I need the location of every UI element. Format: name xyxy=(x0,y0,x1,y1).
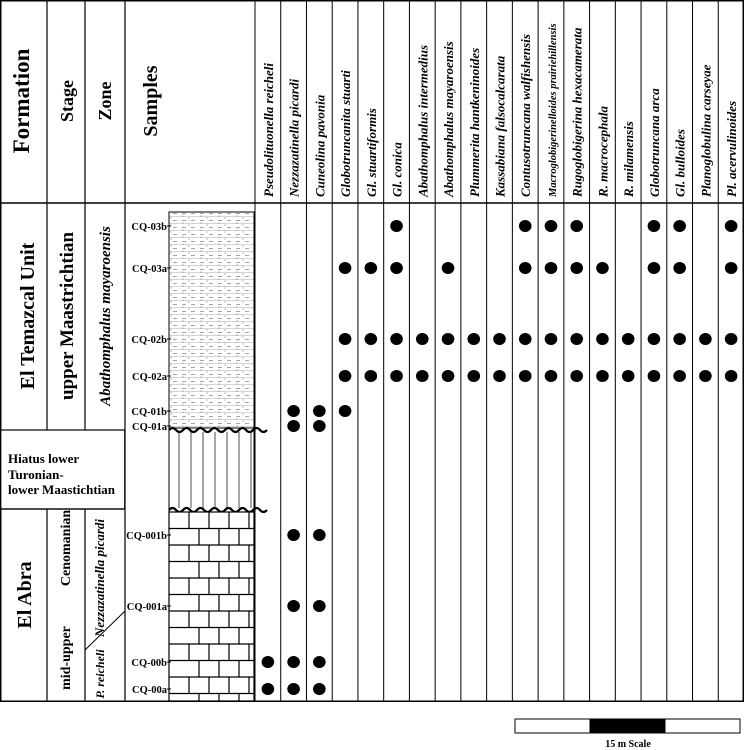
occurrence-dot xyxy=(622,370,635,382)
sample-label: CQ-03b xyxy=(131,222,167,233)
sample-label: CQ-001b xyxy=(126,531,167,542)
abra-stage-lower-label: mid-upper xyxy=(59,626,74,690)
occurrence-dot xyxy=(596,370,609,382)
occurrence-dot xyxy=(648,333,661,345)
occurrence-dot xyxy=(725,262,738,274)
sample-label: CQ-001a xyxy=(126,602,167,613)
occurrence-dot xyxy=(648,262,661,274)
occurrence-dot xyxy=(313,529,326,541)
occurrence-dot xyxy=(390,370,403,382)
species-label: Plummerita hantkeninoides xyxy=(466,47,482,197)
occurrence-dot xyxy=(673,220,686,232)
scale-segment-1 xyxy=(515,719,590,733)
occurrence-dot xyxy=(725,370,738,382)
occurrence-dot xyxy=(519,220,532,232)
species-label: Cuneolina pavonia xyxy=(312,94,328,197)
hiatus-line-1: Hiatus lower xyxy=(8,451,80,466)
occurrence-dot xyxy=(648,370,661,382)
occurrence-dot xyxy=(519,262,532,274)
species-label: Rugoglobigerina hexacamerata xyxy=(569,27,585,197)
samples-header: Samples xyxy=(140,65,162,137)
occurrence-dots xyxy=(262,220,738,695)
species-label: Nezzazatinella picardi xyxy=(286,78,302,197)
occurrence-dot xyxy=(262,656,275,668)
occurrence-dot xyxy=(570,220,583,232)
occurrence-dot xyxy=(390,220,403,232)
scale-label: 15 m Scale xyxy=(605,739,651,750)
occurrence-dot xyxy=(442,370,455,382)
occurrence-dot xyxy=(699,370,712,382)
occurrence-dot xyxy=(365,333,378,345)
sample-label: CQ-03a xyxy=(132,264,167,275)
occurrence-dot xyxy=(365,262,378,274)
abra-zone-upper-label: Nezzazatinella picardi xyxy=(92,518,107,638)
scale-segment-2 xyxy=(590,719,665,733)
occurrence-dot xyxy=(339,333,352,345)
occurrence-dot xyxy=(570,262,583,274)
occurrence-dot xyxy=(519,370,532,382)
species-label: Pseudolituonella reicheli xyxy=(260,63,276,197)
species-label: Pl. acervulinoides xyxy=(724,100,740,197)
occurrence-dot xyxy=(313,683,326,695)
scale-segment-3 xyxy=(665,719,740,733)
species-label: R. milamensis xyxy=(621,121,637,197)
occurrence-dot xyxy=(570,333,583,345)
occurrence-dot xyxy=(262,683,275,695)
occurrence-dot xyxy=(287,405,300,417)
abra-stage-upper-label: Cenomanian xyxy=(59,509,74,587)
hiatus-line-2: Turonian- xyxy=(8,467,64,482)
formation-header: Formation xyxy=(9,48,34,154)
occurrence-dot xyxy=(467,333,480,345)
occurrence-dot xyxy=(725,333,738,345)
species-label: Planoglobulina carseyae xyxy=(698,64,714,197)
occurrence-dot xyxy=(725,220,738,232)
marl-lithology xyxy=(169,212,254,430)
occurrence-dot xyxy=(545,220,558,232)
occurrence-dot xyxy=(545,370,558,382)
occurrence-dot xyxy=(596,333,609,345)
occurrence-dot xyxy=(416,333,429,345)
occurrence-dot xyxy=(493,333,506,345)
occurrence-dot xyxy=(390,333,403,345)
temazcal-stage-label: upper Maastrichtian xyxy=(57,231,78,401)
species-label: Macroglobigerinelloides prairiehillensis xyxy=(547,23,559,197)
occurrence-dot xyxy=(313,405,326,417)
occurrence-dot xyxy=(287,656,300,668)
occurrence-dot xyxy=(287,600,300,612)
occurrence-dot xyxy=(673,262,686,274)
sample-label: CQ-01a xyxy=(132,422,167,433)
stage-header: Stage xyxy=(57,80,77,122)
occurrence-dot xyxy=(596,262,609,274)
species-label: Abathomphalus mayaroensis xyxy=(441,41,457,197)
species-label: R. macrocephala xyxy=(595,106,611,197)
occurrence-dot xyxy=(673,333,686,345)
sample-label: CQ-00b xyxy=(131,658,167,669)
hiatus-line-3: lower Maastichtian xyxy=(8,482,115,497)
occurrence-dot xyxy=(648,220,661,232)
sample-label: CQ-02a xyxy=(132,372,167,383)
occurrence-dot xyxy=(365,370,378,382)
zone-header: Zone xyxy=(95,81,115,121)
species-label: Kassabiana falsocalcarata xyxy=(492,55,508,197)
occurrence-dot xyxy=(339,370,352,382)
occurrence-dot xyxy=(545,333,558,345)
sample-label: CQ-00a xyxy=(132,685,167,696)
occurrence-dot xyxy=(287,420,300,432)
occurrence-dot xyxy=(622,333,635,345)
abra-formation-label: El Abra xyxy=(14,561,36,629)
abra-zone-lower-label: P. reicheli xyxy=(93,649,107,699)
species-label: Abathomphalus intermedius xyxy=(415,44,431,197)
occurrence-dot xyxy=(339,262,352,274)
scale-bar xyxy=(515,719,740,750)
species-label: Gl. conica xyxy=(389,142,405,197)
species-label: Globotruncana arca xyxy=(646,88,662,197)
sample-label: CQ-02b xyxy=(131,335,167,346)
limestone-lithology xyxy=(169,512,254,701)
occurrence-dot xyxy=(339,405,352,417)
species-label: Contusotruncana walfishensis xyxy=(518,34,534,197)
occurrence-dot xyxy=(313,600,326,612)
temazcal-zone-label: Abathomphalus mayaroensis xyxy=(98,226,114,406)
sample-label: CQ-01b xyxy=(131,407,167,418)
occurrence-dot xyxy=(699,333,712,345)
species-label: Gl. bulloides xyxy=(672,129,688,197)
occurrence-dot xyxy=(493,370,506,382)
species-label: Gl. stuartiformis xyxy=(363,108,379,197)
occurrence-dot xyxy=(545,262,558,274)
occurrence-dot xyxy=(287,683,300,695)
sample-labels xyxy=(126,222,171,696)
temazcal-formation-label: El Temazcal Unit xyxy=(17,242,39,390)
occurrence-dot xyxy=(313,656,326,668)
species-label: Globotruncanita stuarti xyxy=(338,70,354,197)
occurrence-dot xyxy=(570,370,583,382)
occurrence-dot xyxy=(313,420,326,432)
occurrence-dot xyxy=(467,370,480,382)
hiatus-lithology xyxy=(169,428,254,512)
lithology-column xyxy=(169,212,267,701)
occurrence-dot xyxy=(390,262,403,274)
occurrence-dot xyxy=(519,333,532,345)
occurrence-dot xyxy=(442,262,455,274)
occurrence-dot xyxy=(673,370,686,382)
occurrence-dot xyxy=(287,529,300,541)
occurrence-dot xyxy=(442,333,455,345)
occurrence-dot xyxy=(416,370,429,382)
